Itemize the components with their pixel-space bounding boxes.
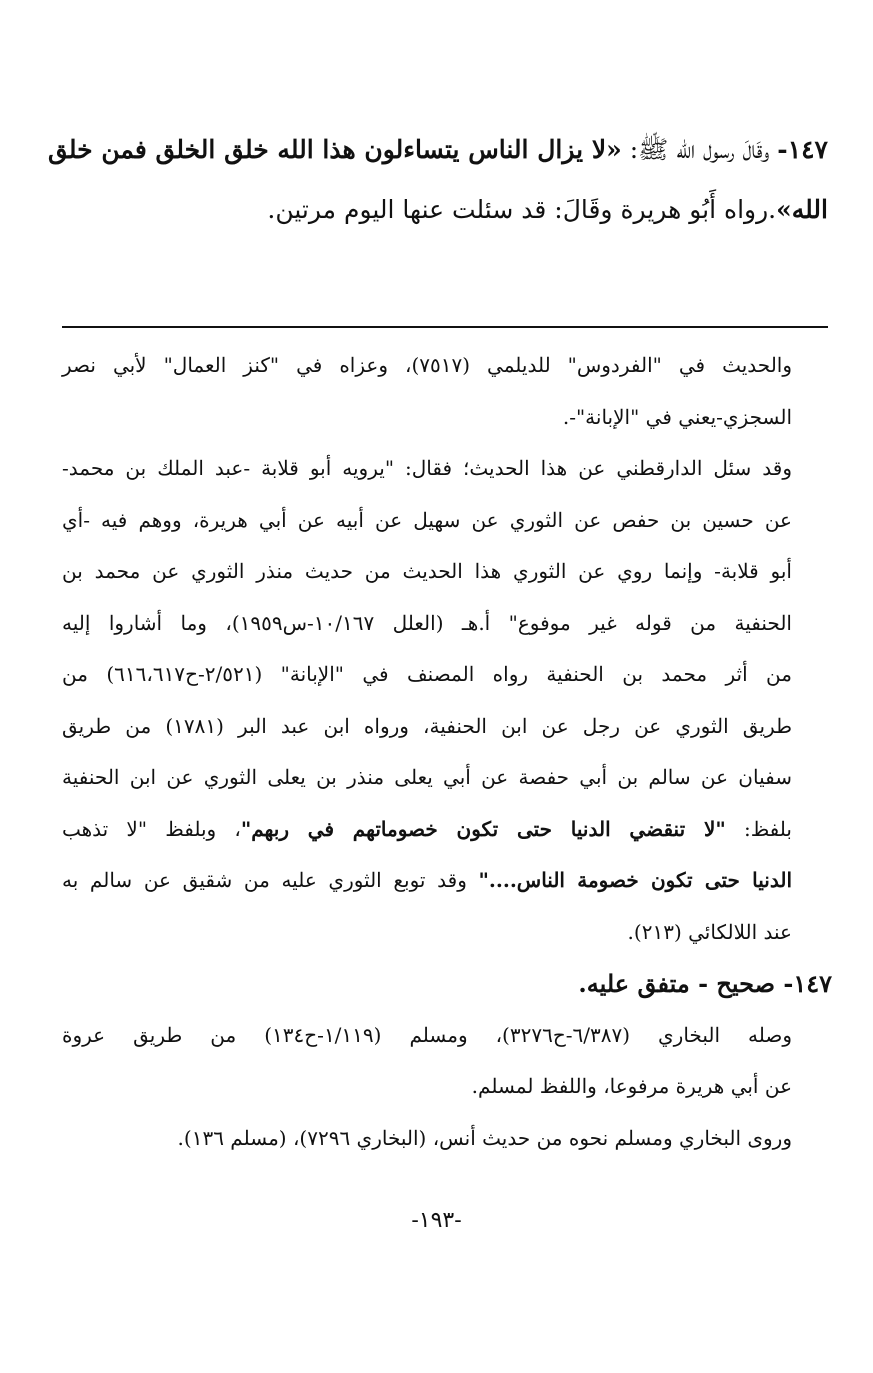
main-hadith-text [48, 120, 828, 240]
hadith-quote: «لا يزال الناس يتساءلون هذا الله خلق الخلق فمن خلق الله» [48, 135, 828, 224]
footnote-separator [62, 326, 828, 328]
footnote-line: والحديث في "الفردوس" للديلمي (٧٥١٧)، وعزاه في "كنز العمال" لأبي نصر [62, 353, 793, 377]
page-number: -١٩٣- [411, 1208, 462, 1233]
footnote-line: طريق الثوري عن رجل عن ابن الحنفية، ورواه ابن عبد البر (١٧٨١) من طريق [62, 713, 792, 738]
footnote-line: أبو قلابة- وإنما روي عن الثوري هذا الحديث من حديث منذر الثوري عن محمد بن [62, 559, 792, 583]
footnote-text: بلفظ: [725, 816, 792, 841]
footnote-line: وصله البخاري (٦/٣٨٧-ح٣٢٧٦)، ومسلم (١/١١٩-ح١٣٤) من طريق عروة [62, 1022, 792, 1047]
footnote-heading: ١٤٧- صحيح - متفق عليه. [578, 969, 832, 998]
footnote-line: السجزي-يعني في "الإبانة"-. [562, 404, 792, 429]
footnote-line: من أثر محمد بن الحنفية رواه المصنف في "الإبانة" (٢/٥٢١-ح٦١٦،٦١٧) من [62, 662, 792, 686]
footnote-line [62, 855, 792, 907]
footnote-text: وقد توبع الثوري عليه من شقيق عن سالم به [62, 868, 479, 892]
hadith-intro: وقَالَ رسول الله ﷺ: [621, 135, 778, 164]
footnote-line: وقد سئل الدارقطني عن هذا الحديث؛ فقال: "يرويه أبو قلابة -عبد الملك بن محمد- [62, 456, 792, 480]
footnote-line: الحنفية من قوله غير موفوع" أ.هـ (العلل ١٠/١٦٧-س١٩٥٩)، وما أشاروا إليه [62, 610, 792, 635]
footnote-line: سفيان عن سالم بن أبي حفصة عن أبي يعلى منذر بن يعلى الثوري عن ابن الحنفية [62, 765, 792, 789]
footnote-text: ، وبلفظ "لا تذهب [62, 816, 241, 841]
hadith-tail: .رواه أَبُو هريرة وقَالَ: قد سئلت عنها اليوم مرتين. [267, 195, 777, 224]
footnote-line: عند اللالكائي (٢١٣). [627, 919, 792, 944]
footnote-line: عن حسين بن حفص عن الثوري عن سهيل عن أبيه عن أبي هريرة، ووهم فيه -أي [62, 507, 792, 532]
hadith-number: ١٤٧- [777, 135, 828, 164]
footnote-line: وروى البخاري ومسلم نحوه من حديث أنس، (البخاري ٧٢٩٦)، (مسلم ١٣٦). [177, 1125, 792, 1150]
footnote-bold-quote: "لا تنقضي الدنيا حتى تكون خصوماتهم في ربهم" [240, 816, 726, 841]
footnotes [62, 340, 832, 1164]
footnote-line: عن أبي هريرة مرفوعا، واللفظ لمسلم. [471, 1074, 792, 1098]
footnote-line [62, 804, 792, 856]
footnote-bold-quote: الدنيا حتى تكون خصومة الناس...." [478, 868, 792, 892]
